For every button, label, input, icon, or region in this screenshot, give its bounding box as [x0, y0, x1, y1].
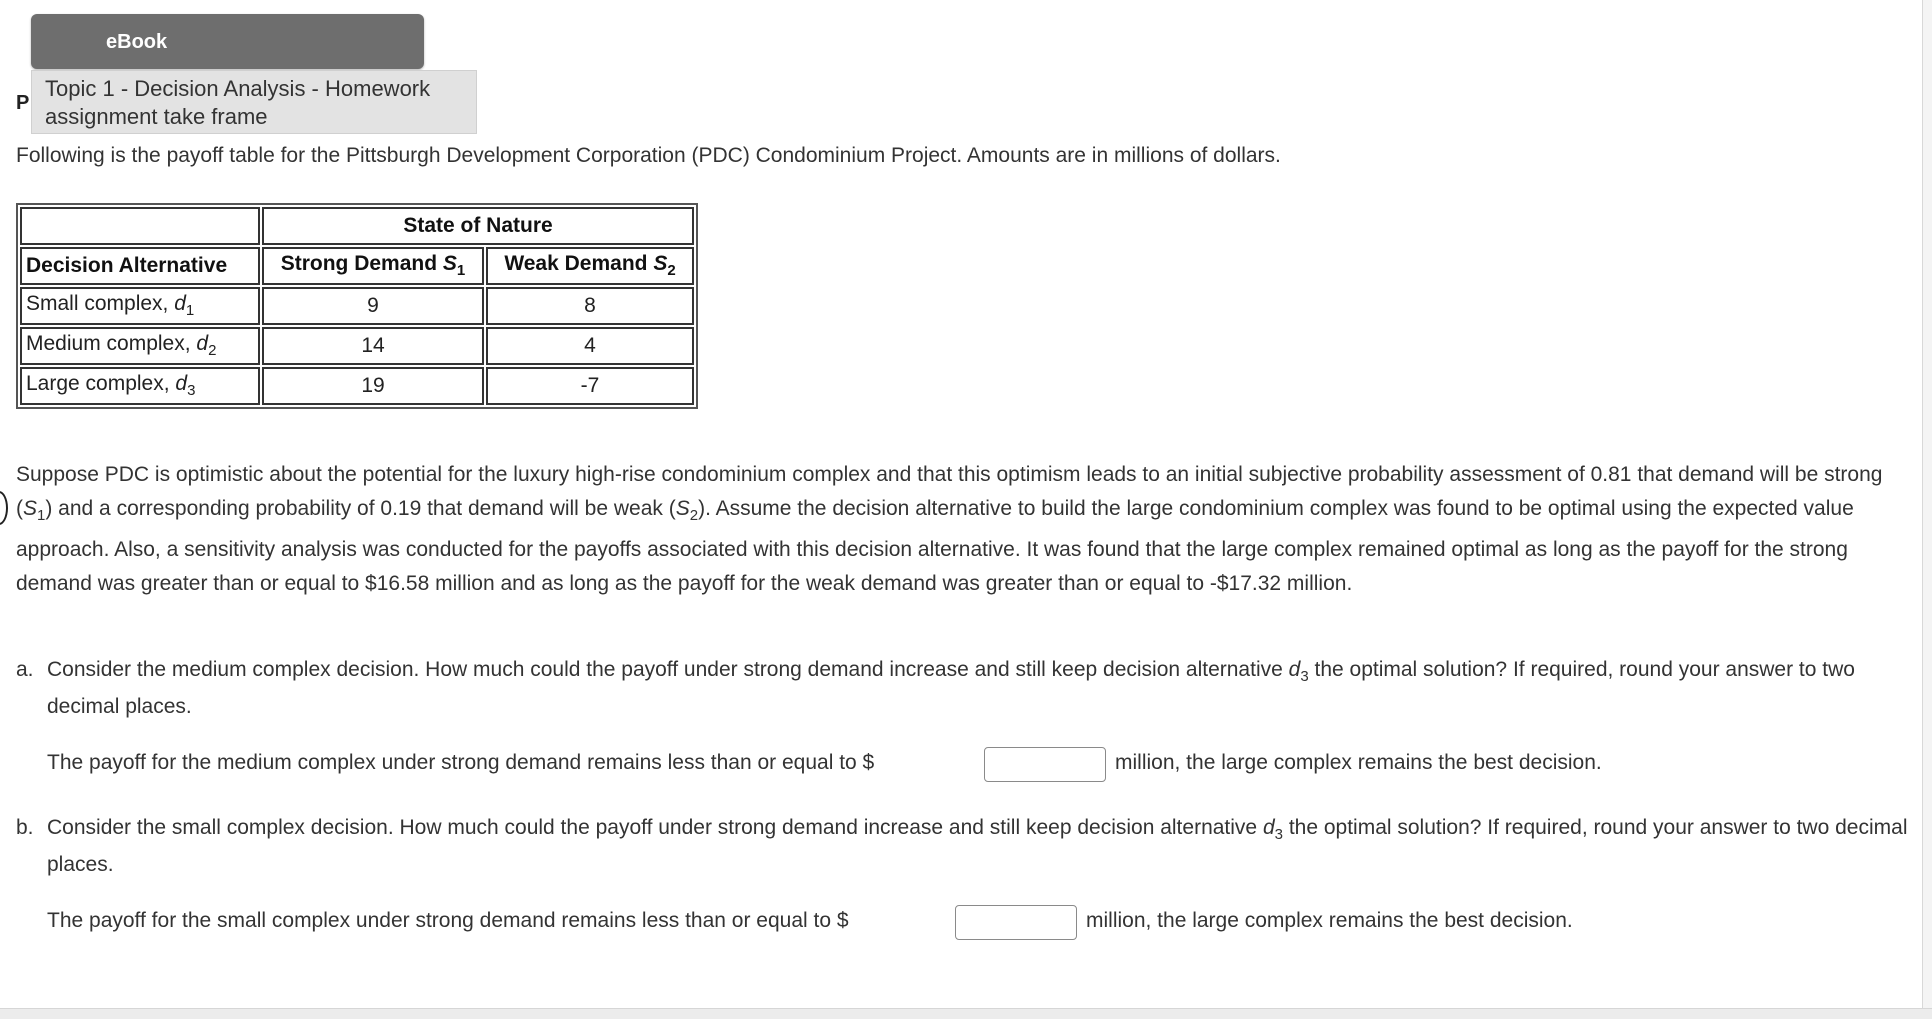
s2-sub: 2 — [689, 507, 699, 525]
row-label — [20, 367, 260, 405]
s1-sub: 1 — [37, 507, 46, 525]
table-corner-cell — [20, 207, 260, 245]
weak-value: -7 — [486, 367, 694, 405]
s2-var: S — [675, 497, 690, 520]
question-a-text-before: Consider the medium complex decision. How much could the payoff under strong demand increase and still keep decision alternative — [47, 658, 1289, 681]
row-label-text: Medium complex, — [26, 332, 197, 356]
weak-value: 4 — [486, 327, 694, 365]
weak-demand-text: Weak Demand — [504, 252, 654, 276]
answer-b-input[interactable] — [955, 905, 1077, 940]
strong-value: 19 — [262, 367, 484, 405]
strong-demand-text: Strong Demand — [280, 252, 443, 276]
answer-b-prefix: The payoff for the small complex under strong demand remains less than or equal to $ — [47, 909, 849, 932]
strong-value: 14 — [262, 327, 484, 365]
question-b-text — [47, 813, 1927, 880]
s1-var: S — [23, 497, 38, 520]
strong-demand-header — [262, 247, 484, 285]
row-label-var: d — [175, 372, 188, 396]
partially-hidden-heading: P — [16, 92, 30, 114]
scenario-paragraph — [16, 458, 1916, 601]
question-b-sub: 3 — [1274, 826, 1283, 844]
scenario-text-2: ) and a corresponding probability of 0.19 that demand will be weak ( — [45, 497, 676, 520]
row-label-var: d — [174, 292, 186, 316]
row-label-text: Large complex, — [26, 372, 176, 396]
question-b-label: b. — [16, 816, 34, 839]
payoff-table — [16, 203, 698, 409]
frame-tooltip — [31, 70, 477, 134]
scenario-text-3: ). Assume the decision alternative to build the large condominium complex was found to be optimal using the expected value approach. Also, a sensitivity analysis was conducted for the payoffs associated with this decision alternative. It was found that the large complex remained optimal as long as the payoff for the strong demand was greater than or equal to $16.58 million and as long as the payoff for the weak demand was greater than or equal to -$17.32 million. — [16, 497, 1854, 596]
weak-demand-sub: 2 — [667, 262, 676, 280]
answer-a-input[interactable] — [984, 747, 1106, 782]
scenario-text-1: Suppose PDC is optimistic about the potential for the luxury high-rise condominium complex and that this optimism leads to an initial subjective probability assessment of 0.81 that demand will be strong ( — [16, 463, 1883, 520]
strong-demand-sub: 1 — [456, 262, 466, 280]
row-label — [20, 327, 260, 365]
answer-a-prefix: The payoff for the medium complex under strong demand remains less than or equal to $ — [47, 751, 875, 774]
question-a-sub: 3 — [1300, 668, 1309, 686]
table-row — [20, 327, 694, 365]
tooltip-line-1: Topic 1 - Decision Analysis - Homework — [45, 76, 431, 101]
strong-value: 9 — [262, 287, 484, 325]
question-a-label: a. — [16, 658, 34, 681]
strong-demand-var: S — [442, 252, 457, 276]
question-b-text-after: the optimal solution? If required, round your answer to two decimal places. — [47, 816, 1908, 877]
decision-alternative-header: Decision Alternative — [20, 247, 260, 285]
window-bottom-edge — [0, 1008, 1932, 1019]
tooltip-line-2: assignment take frame — [45, 104, 268, 129]
table-row — [20, 287, 694, 325]
answer-b-suffix: million, the large complex remains the best decision. — [1086, 909, 1573, 932]
answer-a-suffix: million, the large complex remains the best decision. — [1115, 751, 1602, 774]
row-label-sub: 2 — [208, 342, 217, 360]
weak-value: 8 — [486, 287, 694, 325]
row-label-text: Small complex, — [26, 292, 175, 316]
table-row — [20, 367, 694, 405]
row-label-var: d — [196, 332, 209, 356]
state-of-nature-header: State of Nature — [262, 207, 694, 245]
row-label-sub: 3 — [187, 382, 196, 400]
question-a-var: d — [1288, 658, 1301, 681]
row-label-sub: 1 — [185, 302, 195, 320]
question-a-text — [47, 655, 1927, 722]
row-label — [20, 287, 260, 325]
ebook-button[interactable] — [31, 14, 424, 69]
table-header-row-2 — [20, 247, 694, 285]
question-b-text-before: Consider the small complex decision. How much could the payoff under strong demand increase and still keep decision alternative — [47, 816, 1263, 839]
question-a-text-after: the optimal solution? If required, round your answer to two decimal places. — [47, 658, 1855, 719]
intro-text: Following is the payoff table for the Pittsburgh Development Corporation (PDC) Condominium Project. Amounts are in millions of dollars. — [16, 144, 1281, 167]
weak-demand-var: S — [653, 252, 668, 276]
table-header-row-1 — [20, 207, 694, 245]
question-b-var: d — [1262, 816, 1275, 839]
left-edge-marker — [0, 491, 8, 525]
weak-demand-header — [486, 247, 694, 285]
ebook-button-label: eBook — [106, 31, 168, 53]
